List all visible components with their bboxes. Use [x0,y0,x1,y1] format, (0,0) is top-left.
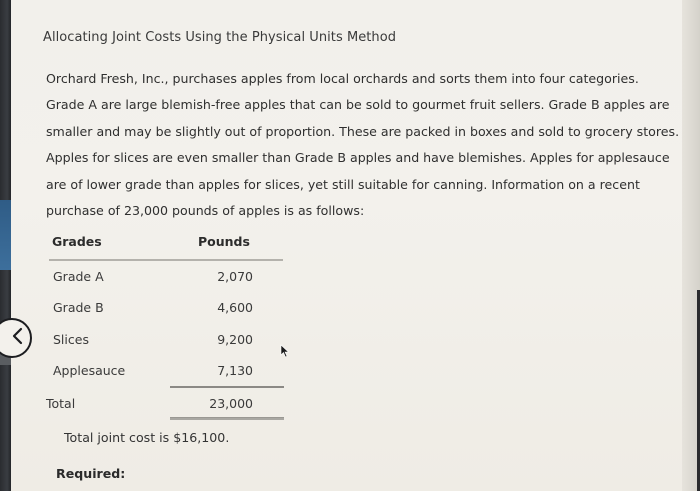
row-value-applesauce: 7,130 [217,363,253,378]
description-line: Apples for slices are even smaller than Grade B apples and have blemishes. Apples for applesauce [46,150,670,166]
row-label-slices: Slices [53,332,89,347]
row-label-applesauce: Applesauce [53,363,126,378]
header-divider [49,259,283,261]
description-line: smaller and may be slightly out of proportion. These are packed in boxes and sold to grocery stores. [46,123,680,139]
mouse-cursor-icon [280,343,290,362]
row-label-grade-b: Grade B [53,300,104,315]
required-heading: Required: [56,466,126,481]
problem-page [11,0,700,491]
row-label-grade-a: Grade A [53,269,104,284]
row-value-grade-a: 2,070 [217,269,253,284]
sum-underline [170,386,284,388]
right-scroll-edge[interactable] [682,0,700,491]
description-line: are of lower grade than apples for slices, yet still suitable for canning. Information on a recent [46,176,640,192]
chevron-left-icon [1,327,23,349]
total-label: Total [46,396,76,411]
total-value: 23,000 [209,396,253,411]
column-header-pounds: Pounds [198,234,250,249]
description-line: Orchard Fresh, Inc., purchases apples from local orchards and sorts them into four categories. [46,71,639,86]
total-double-underline [170,417,284,420]
joint-cost-statement: Total joint cost is $16,100. [64,430,230,445]
description-line: purchase of 23,000 pounds of apples is as follows: [46,203,365,219]
description-line: Grade A are large blemish-free apples that can be sold to gourmet fruit sellers. Grade B apples are [46,97,670,113]
problem-title: Allocating Joint Costs Using the Physical Units Method [43,30,397,45]
column-header-grades: Grades [52,234,102,249]
row-value-slices: 9,200 [217,332,253,347]
row-value-grade-b: 4,600 [217,300,253,315]
problem-description [46,66,694,224]
